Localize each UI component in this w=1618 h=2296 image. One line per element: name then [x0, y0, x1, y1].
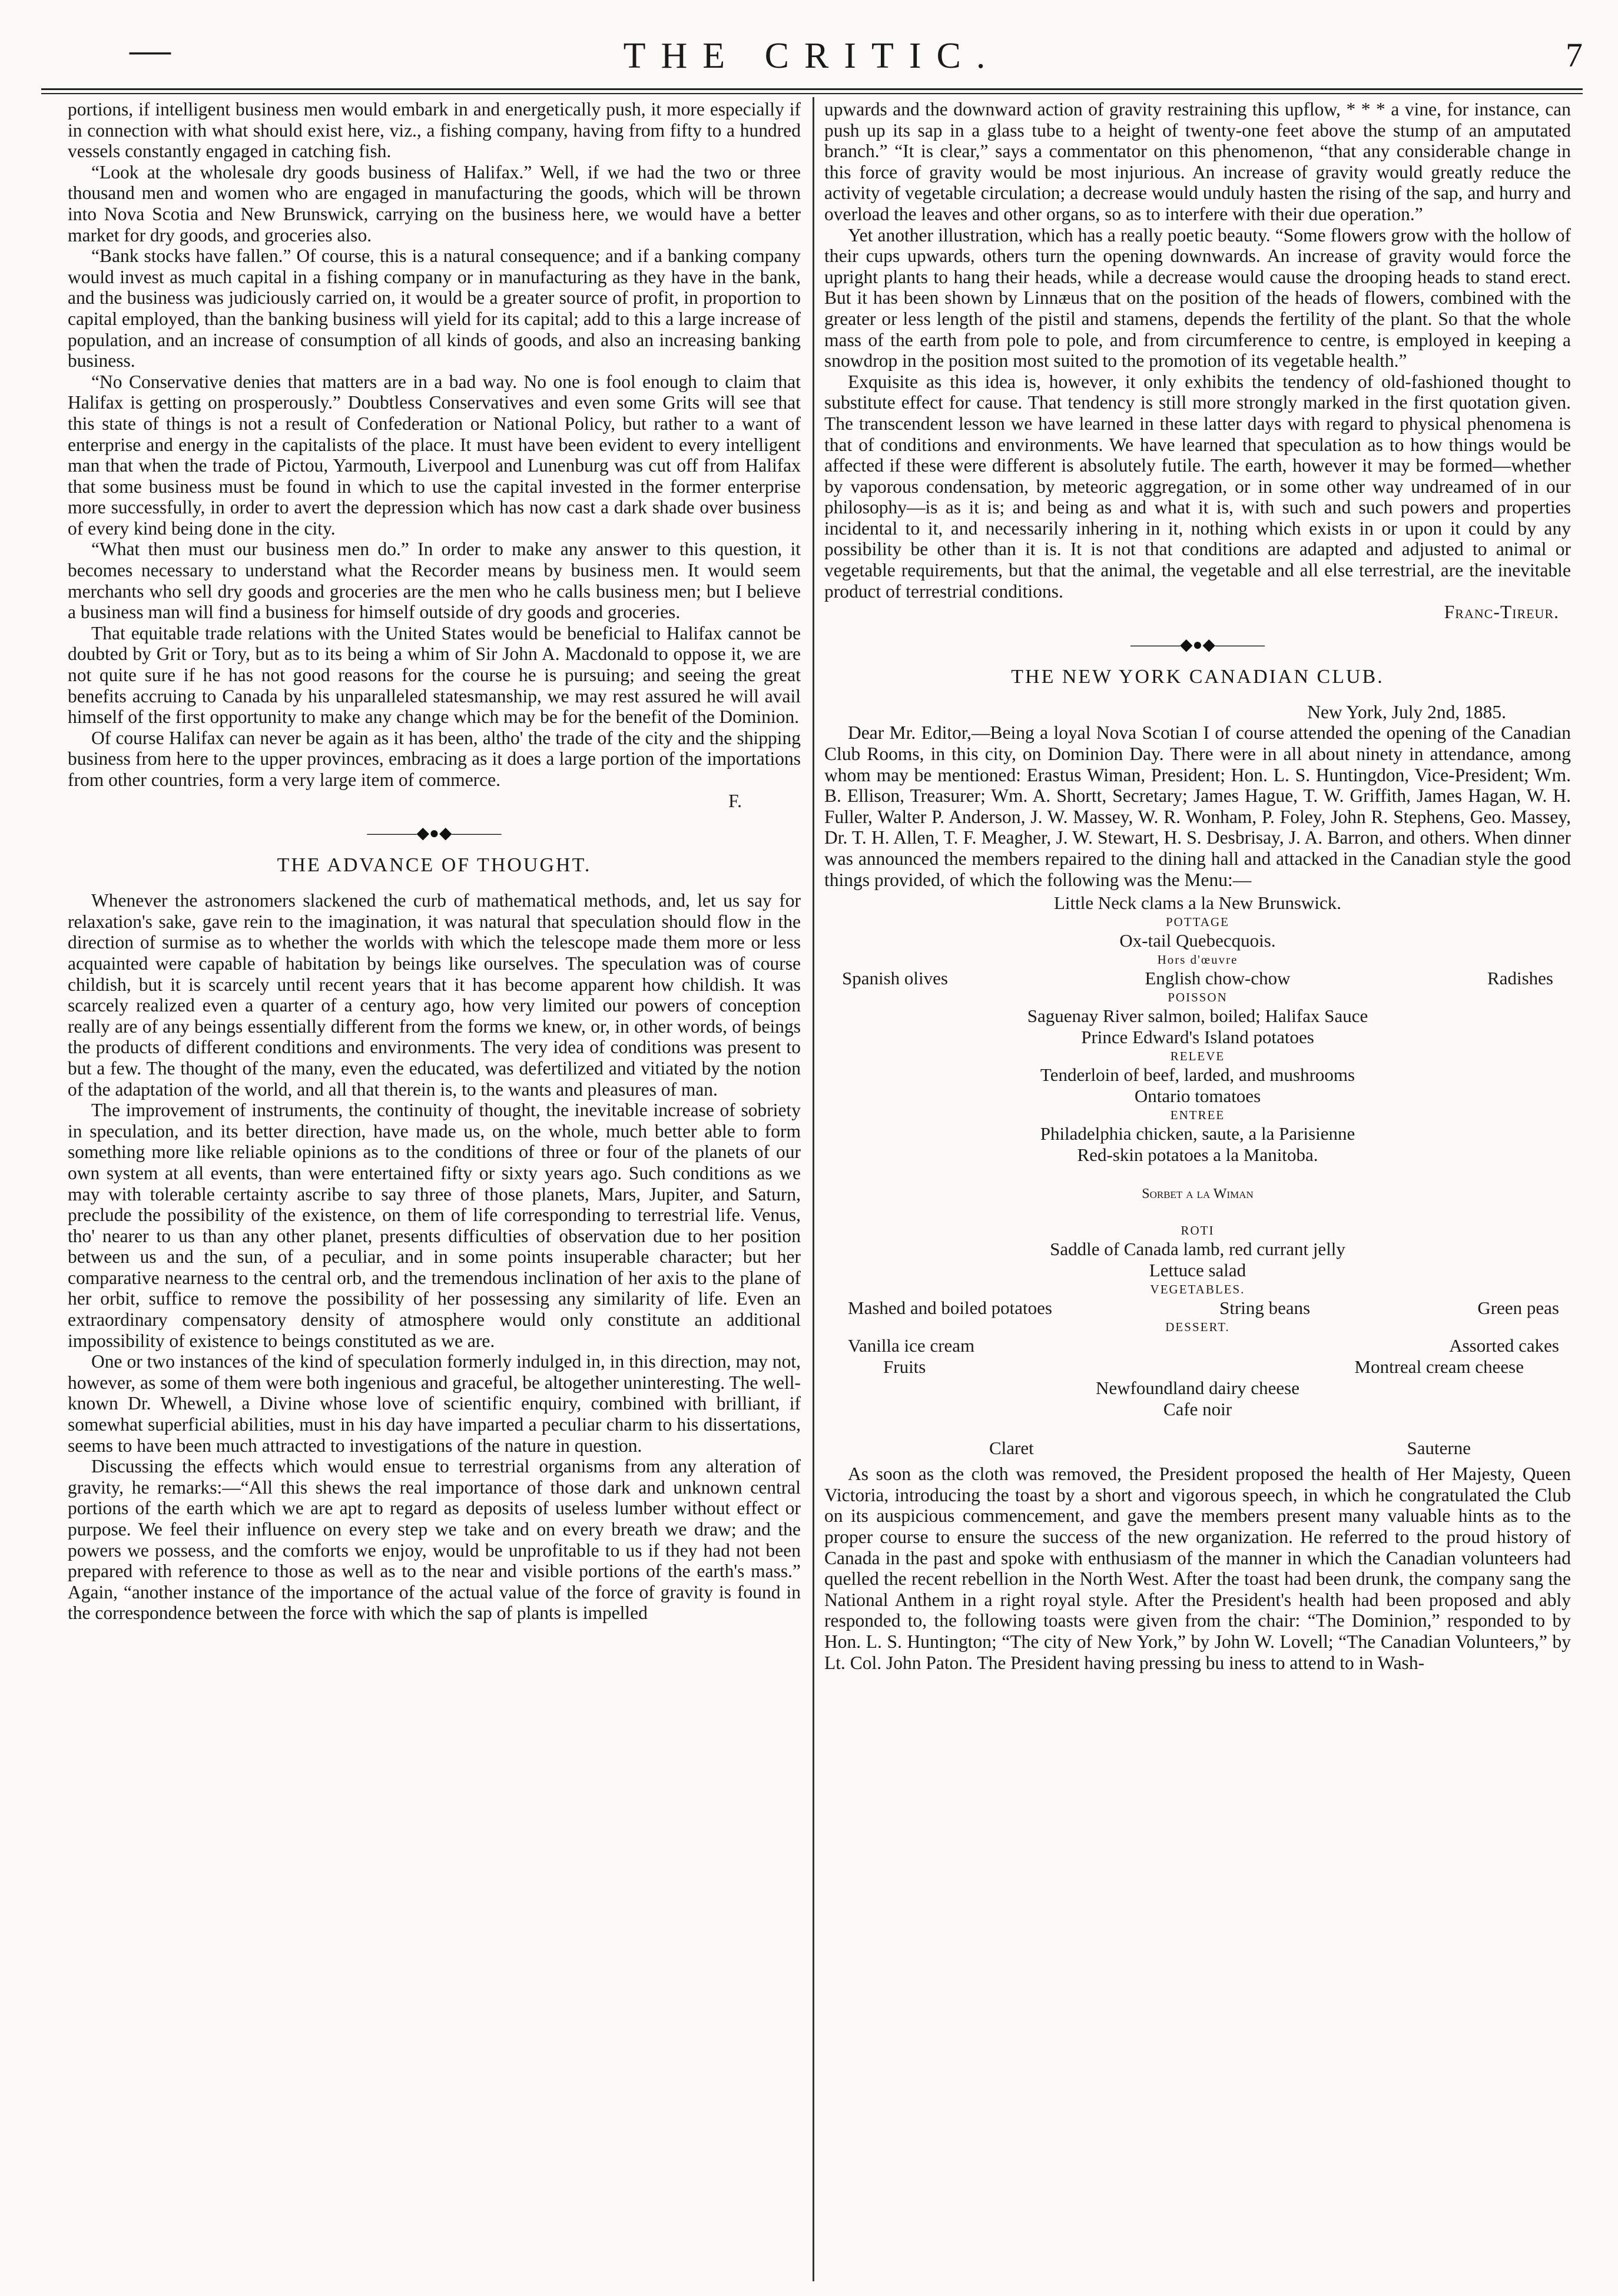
menu-item: Saguenay River salmon, boiled; Halifax Sauce — [1027, 1006, 1368, 1027]
paragraph: “Bank stocks have fallen.” Of course, this is a natural consequence; and if a banking company would invest as much capital in a fishing company or in manufacturing as they have in the bank, and the business was judiciously carried on, it would be a greater source of profit, in proportion to capital employed, than the banking business will yield for its capital; add to this a large increase of population, and an increase of consumption of all kinds of goods, and also an increasing banking business. — [68, 245, 801, 371]
paragraph: portions, if intelligent business men would embark in and energetically push, it more especially if in connection with what should exist here, viz., a fishing company, having from fifty to a hundred vessels constantly engaged in catching fish. — [68, 99, 801, 162]
paragraph: “No Conservative denies that matters are in a bad way. No one is fool enough to claim that Halifax is getting on prosperously.” Doubtless Conservatives and even some Grits will see that this state of things is not a result of Confederation or National Policy, but rather to a want of enterprise and energy in the capitalists of the place. It must have been evident to every intelligent man that when the trade of Pictou, Yarmouth, Liverpool and Lunenburg was cut off from Halifax that some business must be found in which to use the capital invested in the former enterprise more successfully, in order to avert the depression which has now cast a dark shade over business of every kind being done in the city. — [68, 371, 801, 539]
menu-item: String beans — [1219, 1298, 1311, 1319]
menu-item: Spanish olives — [842, 968, 948, 989]
paragraph: The improvement of instruments, the continuity of thought, the inevitable increase of sobriety in speculation, and its better direction, have made us, on the whole, much better able to form something more like reliable opinions as to the conditions of three or four of the planets of our own system at all events, than were entertained fifty or sixty years ago. Such conditions as we may with tolerable certainty ascribe to say three of those planets, Mars, Jupiter, and Saturn, preclude the possibility of the existence, on them of life corresponding to terrestrial life. Venus, tho' nearer to us than any other planet, presents difficulties of observation due to her position between us and the sun, of a peculiar, and in some points insuperable character; but her comparative nearness to the central orb, and the tremendous inclination of her axis to the plane of her orbit, suffice to remove the possibility of her possessing any similarity of life. Even an extraordinary compensatory density of atmosphere would only constitute an additional impossibility of existence to beings constituted as we are. — [68, 1100, 801, 1351]
menu-item: Sauterne — [1407, 1438, 1471, 1459]
paragraph: Whenever the astronomers slackened the curb of mathematical methods, and, let us say for relaxation's sake, gave rein to the imagination, it was natural that speculation should flow in the direction of surmise as to whether the worlds with which the telescope made them more or less acquainted were capable of habitation by beings like ourselves. The speculation was of course childish, but it is scarcely until recent years that it has become apparent how childish. It was scarcely realized even a quarter of a century ago, how very limited our powers of conception really are of any beings essentially different from the forms we knew, or, in other words, of beings the products of different conditions and environments. The very idea of conditions was present to but a few. The thought of the many, even the educated, was defertilized and vitiated by the notion of the adaptation of the world, and all that therein is, to the wants and pleasures of man. — [68, 890, 801, 1100]
menu-spacer — [824, 1205, 1571, 1222]
header-mark: — — [130, 27, 171, 72]
paragraph: Exquisite as this idea is, however, it only exhibits the tendency of old-fashioned thought to substitute effect for cause. That tendency is still more strongly marked in the first quotation given. The transcendent lesson we have learned in these latter days with regard to physical phenomena is that of conditions and environments. We have learned that speculation as to how things would be affected if these were different is absolutely futile. The earth, however it may be formed—whether by vaporous condensation, by meteoric aggregation, or in some other way undreamed of in our philosophy—is as it is; and being as and what it is, with such and such powers and properties incidental to it, and necessarily inhering in it, nothing which exists in or upon it could by any possibility be other than it is. It is not that conditions are adapted and adjusted to animal or vegetable requirements, but that the animal, the vegetable and all else terrestrial, are the inevitable product of terrestrial conditions. — [824, 371, 1571, 602]
menu-course-label: VEGETABLES. — [1150, 1282, 1245, 1297]
paragraph: That equitable trade relations with the United States would be beneficial to Halifax cannot be doubted by Grit or Tory, but as to its being a whim of Sir John A. Macdonald to oppose it, we are not quite sure if he has not good reasons for the course he is pursuing; and seeing the great benefits accruing to Canada by his unparalleled statesmanship, we may rest assured he will avail himself of the first opportunity to make any change which may be for the benefit of the Dominion. — [68, 622, 801, 728]
page-number: 7 — [1566, 36, 1583, 74]
left-column — [68, 99, 801, 1624]
section-divider: ———◆●◆——— — [367, 824, 502, 843]
menu-row — [824, 1438, 1571, 1459]
dateline: New York, July 2nd, 1885. — [1307, 701, 1506, 722]
paragraph: As soon as the cloth was removed, the President proposed the health of Her Majesty, Queen Victoria, introducing the toast by a short and vigorous speech, in which he congratulated the Club on its auspicious commencement, and gave the members present many valuable hints as to the proper course to ensure the success of the new organization. He referred to the proud history of Canada in the past and spoke with enthusiasm of the manner in which the Canadian volunteers had quelled the recent rebellion in the North West. After the toast had been drunk, the company sang the National Anthem in a right royal style. After the President's health had been proposed and ably responded to, the following toasts were given from the chair: “The Dominion,” responded to by Hon. L. S. Huntington; “The city of New York,” by John W. Lovell; “The Canadian Volunteers,” by Lt. Col. John Paton. The President having pressing bu iness to attend to in Wash- — [824, 1464, 1571, 1673]
right-column — [824, 99, 1571, 1673]
menu-item: Montreal cream cheese — [1354, 1356, 1524, 1378]
paragraph: One or two instances of the kind of speculation formerly indulged in, in this direction, may not, however, as some of them were both ingenious and graceful, be altogether uninteresting. The well-known Dr. Whewell, a Divine whose love of scientific enquiry, combined with brilliant, if somewhat superficial abilities, must in his day have imparted a peculiar charm to his dissertations, seems to have been much attracted to investigations of the nature in question. — [68, 1351, 801, 1456]
menu-item: Vanilla ice cream — [848, 1335, 975, 1356]
menu-item: Radishes — [1487, 968, 1553, 989]
article-signature: Franc-Tireur. — [1444, 602, 1559, 623]
menu-course-label: DESSERT. — [1165, 1320, 1230, 1335]
section-divider: ———◆●◆——— — [1130, 635, 1265, 654]
menu-item: Green peas — [1477, 1298, 1559, 1319]
paragraph: upwards and the downward action of gravity restraining this upflow, * * * a vine, for instance, can push up its sap in a glass tube to a height of twenty-one feet above the stump of an amputated branch.” “It is clear,” says a commentator on this phenomenon, “that any considerable change in this force of gravity would be most injurious. An increase of gravity would greatly reduce the activity of vegetable circulation; a decrease would unduly hasten the rising of the sap, and hurry and overload the leaves and other organs, so as to interfere with their due operation.” — [824, 99, 1571, 224]
menu-row — [824, 1356, 1571, 1378]
menu-course-label: POISSON — [1168, 990, 1228, 1005]
paragraph: “Look at the wholesale dry goods business of Halifax.” Well, if we had the two or three thousand men and women who are engaged in manufacturing the goods, which will be thrown into Nova Scotia and New Brunswick, carrying on the business here, we would have a better market for dry goods, and groceries also. — [68, 161, 801, 245]
article-signature: F. — [728, 790, 742, 811]
menu-spacer — [824, 1420, 1571, 1438]
menu-item: English chow-chow — [1145, 968, 1291, 989]
menu-row — [824, 968, 1571, 989]
menu-course-label: Hors d'œuvre — [1157, 953, 1238, 967]
paragraph: “What then must our business men do.” In order to make any answer to this question, it becomes necessary to understand what the Recorder means by business men. It would seem merchants who sell dry goods and groceries are the men who he calls business men; but I believe a business man will find a business for himself outside of dry goods and groceries. — [68, 539, 801, 623]
menu-item: Prince Edward's Island potatoes — [1081, 1027, 1314, 1048]
menu-item: Tenderloin of beef, larded, and mushrooms — [1040, 1064, 1355, 1086]
dinner-menu — [824, 892, 1571, 1459]
menu-item: Lettuce salad — [1149, 1260, 1246, 1281]
paragraph: Of course Halifax can never be again as it has been, altho' the trade of the city and the shipping business from here to the upper provinces, embracing as it does a large portion of the importations from other countries, form a very large item of commerce. — [68, 727, 801, 790]
paragraph: Dear Mr. Editor,—Being a loyal Nova Scotian I of course attended the opening of the Canadian Club Rooms, in this city, on Dominion Day. There were in all about ninety in attendance, among whom may be mentioned: Erastus Wiman, President; Hon. L. S. Huntingdon, Vice-President; Wm. B. Ellison, Treasurer; Wm. A. Shortt, Secretary; James Hague, T. W. Griffith, James Hagan, W. H. Fuller, Walter P. Anderson, J. W. Massey, W. R. Wonham, P. Foley, John R. Stephens, Geo. Massey, Dr. T. H. Allen, T. F. Meagher, J. W. Stewart, H. S. Desbrisay, J. A. Barron, and others. When dinner was announced the members repaired to the dining hall and attacked in the Canadian style the good things provided, of which the following was the Menu:— — [824, 722, 1571, 890]
menu-course-label: ENTREE — [1170, 1108, 1225, 1123]
paragraph: Yet another illustration, which has a really poetic beauty. “Some flowers grow with the hollow of their cups upwards, others turn the opening downwards. An increase of gravity would force the upright plants to hang their heads, while a decrease would cause the drooping heads to stand erect. But it has been shown by Linnæus that on the position of the heads of flowers, combined with the greater or less length of the pistil and stamens, depends the fertility of the plant. So that the whole mass of the earth from pole to pole, and from circumference to centre, is employed in keeping a snowdrop in the position most suited to the promotion of its vegetable health.” — [824, 224, 1571, 371]
menu-course-label: POTTAGE — [1166, 915, 1229, 930]
header-rule — [41, 88, 1583, 90]
menu-item: Cafe noir — [1163, 1399, 1232, 1420]
menu-item: Newfoundland dairy cheese — [1095, 1378, 1300, 1399]
column-separator — [813, 97, 814, 2281]
menu-item: Red-skin potatoes a la Manitoba. — [1077, 1144, 1318, 1166]
paragraph: Discussing the effects which would ensue to terrestrial organisms from any alteration of gravity, he remarks:—“All this shews the real importance of those dark and unknown central portions of the earth which we are apt to regard as deposits of useless lumber without effect or purpose. We feel their influence on every step we take and on every breath we draw; and the powers we possess, and the comforts we enjoy, would be unprofitable to us if they had not been prepared with reference to those as well as to the near and visible portions of the earth's mass.” Again, “another instance of the importance of the actual value of the force of gravity is found in the correspondence between the force with which the sap of plants is impelled — [68, 1456, 801, 1624]
menu-row — [824, 1335, 1571, 1356]
menu-item: Saddle of Canada lamb, red currant jelly — [1050, 1239, 1345, 1260]
menu-item: Assorted cakes — [1449, 1335, 1559, 1356]
menu-item: Ox-tail Quebecquois. — [1119, 930, 1276, 951]
page-header — [41, 27, 1583, 79]
menu-row — [824, 1298, 1571, 1319]
menu-item: Philadelphia chicken, saute, a la Parisienne — [1040, 1123, 1355, 1144]
menu-course-label: ROTI — [1181, 1223, 1215, 1238]
article-title: THE NEW YORK CANADIAN CLUB. — [1011, 665, 1384, 688]
menu-item: Little Neck clams a la New Brunswick. — [1053, 892, 1342, 914]
article-title: THE ADVANCE OF THOUGHT. — [277, 854, 592, 877]
menu-item: Mashed and boiled potatoes — [848, 1298, 1052, 1319]
header-rule-thin — [41, 93, 1583, 94]
masthead-title: THE CRITIC. — [623, 36, 1001, 76]
menu-course-label: RELEVE — [1170, 1049, 1225, 1064]
menu-item: Fruits — [883, 1356, 926, 1378]
menu-item: Claret — [989, 1438, 1034, 1459]
menu-spacer — [824, 1166, 1571, 1183]
menu-sorbet: Sorbet a la Wiman — [1142, 1186, 1254, 1202]
menu-item: Ontario tomatoes — [1134, 1086, 1261, 1107]
